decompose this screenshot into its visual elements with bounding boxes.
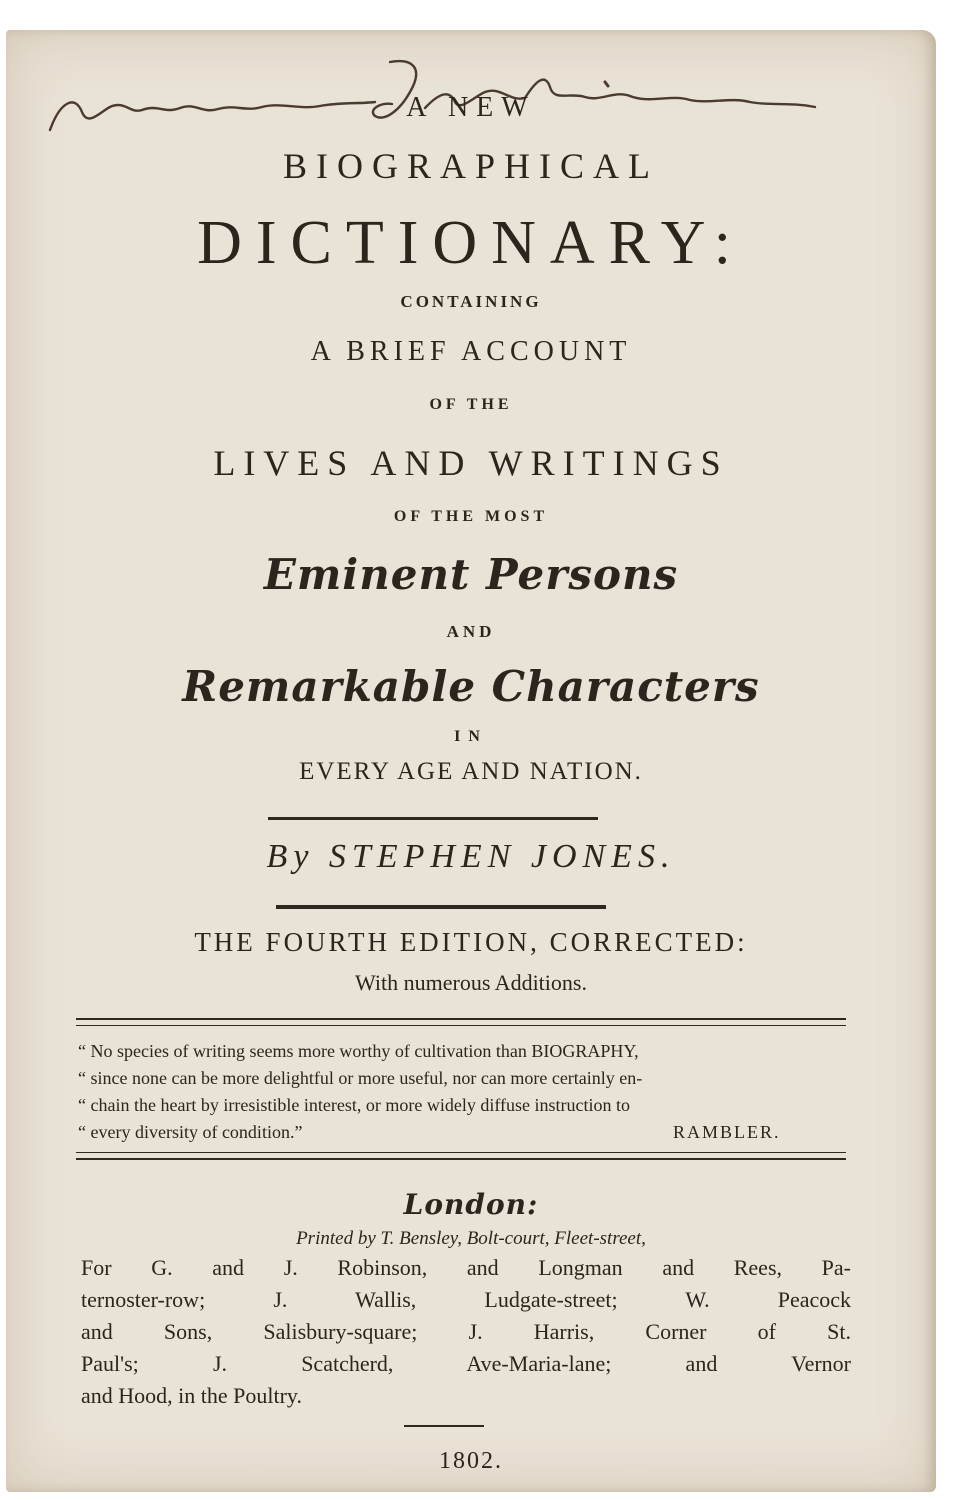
imprint-line: ternoster-row; J. Wallis, Ludgate-street; W. Peacock: [81, 1287, 851, 1312]
title-line-biographical: BIOGRAPHICAL: [282, 146, 659, 186]
imprint-place: London:: [403, 1188, 539, 1221]
imprint-printer: Printed by T. Bensley, Bolt-court, Fleet-street,: [296, 1228, 646, 1249]
title-line-in: IN: [454, 728, 488, 745]
additions-line: With numerous Additions.: [355, 970, 587, 995]
title-line-brief-account: A BRIEF ACCOUNT: [310, 336, 632, 367]
title-line-every-age: EVERY AGE AND NATION.: [299, 758, 643, 785]
title-line-remarkable-characters: Remarkable Characters: [182, 662, 760, 711]
short-rule: [404, 1425, 484, 1427]
double-rule-top: [76, 1018, 846, 1020]
title-line-lives: LIVES AND WRITINGS: [213, 443, 729, 483]
epigraph-line: “ since none can be more delightful or more useful, nor can more certainly en-: [78, 1068, 643, 1088]
imprint-line: and Sons, Salisbury-square; J. Harris, Corner of St.: [81, 1319, 851, 1344]
title-line-eminent-persons: Eminent Persons: [263, 550, 679, 599]
epigraph: [78, 1035, 858, 1145]
epigraph-line: “ every diversity of condition.”: [78, 1122, 303, 1142]
title-line-and: AND: [446, 622, 496, 641]
title-line-a-new: A NEW: [406, 92, 536, 123]
title-line-of-the: OF THE: [429, 396, 513, 413]
imprint-publishers: [81, 1255, 851, 1408]
ornamental-rule: [268, 817, 598, 820]
epigraph-attribution: RAMBLER.: [673, 1122, 781, 1142]
double-rule-bottom: [76, 1158, 846, 1160]
title-line-dictionary: DICTIONARY:: [197, 209, 745, 277]
imprint-line: and Hood, in the Poultry.: [81, 1383, 302, 1408]
author-line: By STEPHEN JONES.: [266, 838, 676, 875]
title-line-containing: CONTAINING: [400, 292, 542, 311]
double-rule-bottom: [76, 1152, 846, 1153]
ornamental-rule: [276, 905, 606, 909]
imprint-line: Paul's; J. Scatcherd, Ave-Maria-lane; and Vernor: [81, 1351, 851, 1376]
epigraph-line: “ No species of writing seems more worthy of cultivation than BIOGRAPHY,: [78, 1041, 639, 1061]
epigraph-line: “ chain the heart by irresistible interest, or more widely diffuse instruction to: [78, 1095, 631, 1115]
title-line-of-the-most: OF THE MOST: [393, 508, 549, 525]
edition-line: THE FOURTH EDITION, CORRECTED:: [194, 927, 748, 957]
imprint-year: 1802.: [439, 1448, 503, 1474]
double-rule-top: [76, 1025, 846, 1026]
imprint-line: For G. and J. Robinson, and Longman and Rees, Pa-: [81, 1255, 851, 1280]
title-page: [6, 30, 936, 1492]
